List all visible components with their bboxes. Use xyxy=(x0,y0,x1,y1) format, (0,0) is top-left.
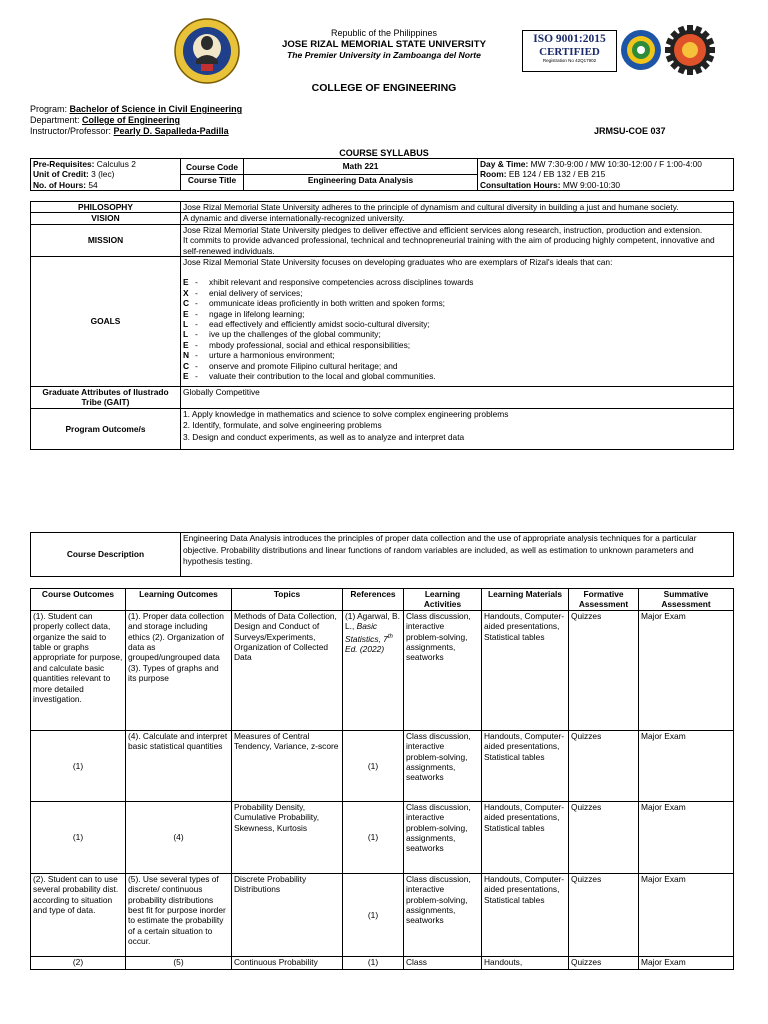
summative-cell: Major Exam xyxy=(639,873,734,956)
course-outcome-cell: (1) xyxy=(31,801,126,873)
course-title-value: Engineering Data Analysis xyxy=(244,175,478,191)
department-label: Department: xyxy=(30,115,80,125)
daytime-value: MW 7:30-9:00 / MW 10:30-12:00 / F 1:00-4:00 xyxy=(530,159,702,169)
reference-cell: (1) xyxy=(343,873,404,956)
course-outcome-cell: (2). Student can to use several probability dist. according to situation and type of data. xyxy=(31,873,126,956)
reference-cell: (1) Agarwal, B. L., Basic Statistics, 7th Ed. (2022) xyxy=(343,610,404,730)
topic-cell: Continuous Probability xyxy=(232,956,343,969)
material-cell: Handouts, Computer-aided presentations, Statistical tables xyxy=(482,801,569,873)
header-formative-assessment: Formative Assessment xyxy=(569,589,639,611)
consult-value: MW 9:00-10:30 xyxy=(562,179,621,190)
room-value: EB 124 / EB 132 / EB 215 xyxy=(508,169,606,180)
gait-label: Graduate Attributes of Ilustrado Tribe (GAIT) xyxy=(31,387,181,409)
course-code-value: Math 221 xyxy=(244,159,478,175)
summative-cell: Major Exam xyxy=(639,956,734,969)
goal-item: E - valuate their contribution to the local and global communities. xyxy=(183,371,436,382)
outcomes-table xyxy=(30,588,734,970)
table-row xyxy=(31,610,734,730)
material-cell: Handouts, Computer-aided presentations, Statistical tables xyxy=(482,873,569,956)
activity-cell: Class discussion, interactive problem-solving, assignments, seatworks xyxy=(404,873,482,956)
philosophy-text: Jose Rizal Memorial State University adheres to the principle of dynamism and cultural diversity in building a just and humane society. xyxy=(181,202,734,213)
header-learning-materials: Learning Materials xyxy=(482,589,569,611)
activity-cell: Class xyxy=(404,956,482,969)
topic-cell: Measures of Central Tendency, Variance, z-score xyxy=(232,730,343,801)
vmg-table xyxy=(30,201,734,450)
university-tagline: The Premier University in Zamboanga del Norte xyxy=(287,50,481,60)
gait-text: Globally Competitive xyxy=(181,387,734,409)
goal-item: L - ive up the challenges of the global community; xyxy=(183,329,381,340)
iso-registration: Registration No 42Q17902 xyxy=(542,58,597,63)
course-outcome-cell: (2) xyxy=(31,956,126,969)
header-course-outcomes: Course Outcomes xyxy=(31,589,126,611)
program-label: Program: xyxy=(30,104,68,114)
learning-outcome-cell: (4). Calculate and interpret basic statistical quantities xyxy=(126,730,232,801)
department-value: College of Engineering xyxy=(82,115,181,125)
formative-cell: Quizzes xyxy=(569,956,639,969)
formative-cell: Quizzes xyxy=(569,730,639,801)
department-line xyxy=(30,115,430,126)
goals-list xyxy=(183,277,731,381)
material-cell: Handouts, xyxy=(482,956,569,969)
course-info-table xyxy=(30,158,734,191)
summative-cell: Major Exam xyxy=(639,801,734,873)
mission-paragraph-2: It commits to provide advanced professional, technical and technopreneurial training with the aim of producing highly competent, innovative and self-renewed individuals. xyxy=(183,235,715,256)
goal-item: C - ommunicate ideas proficiently in both written and spoken forms; xyxy=(183,298,446,309)
iso-title: ISO 9001:2015 xyxy=(533,33,606,45)
reference-cell: (1) xyxy=(343,956,404,969)
goals-intro: Jose Rizal Memorial State University focuses on developing graduates who are exemplars of Rizal's ideals that can: xyxy=(183,257,613,268)
course-syllabus-title: COURSE SYLLABUS xyxy=(339,148,429,158)
outcomes-header-row xyxy=(31,589,734,611)
program-outcomes-list xyxy=(181,408,734,449)
formative-cell: Quizzes xyxy=(569,801,639,873)
header-learning-activities: Learning Activities xyxy=(404,589,482,611)
instructor-value: Pearly D. Sapalleda-Padilla xyxy=(113,126,229,136)
philosophy-label: PHILOSOPHY xyxy=(31,202,181,213)
university-name: JOSE RIZAL MEMORIAL STATE UNIVERSITY xyxy=(282,39,486,50)
program-outcome-item: 3. Design and conduct experiments, as well as to analyze and interpret data xyxy=(183,431,465,442)
program-outcome-item: 1. Apply knowledge in mathematics and science to solve complex engineering problems xyxy=(183,408,509,419)
mission-label: MISSION xyxy=(31,224,181,256)
course-basic-info: Pre-Requisites: Calculus 2 Unit of Credit: 3 (lec) No. of Hours: 54 xyxy=(31,159,181,191)
header-topics: Topics xyxy=(232,589,343,611)
formative-cell: Quizzes xyxy=(569,610,639,730)
activity-cell: Class discussion, interactive problem-solving, assignments, seatworks xyxy=(404,730,482,801)
vision-text: A dynamic and diverse internationally-recognized university. xyxy=(181,213,734,224)
vision-label: VISION xyxy=(31,213,181,224)
certification-logo xyxy=(620,29,662,71)
mission-paragraph-1: Jose Rizal Memorial State University pledges to deliver effective and efficient services along research, instruction, production and extension. xyxy=(183,224,703,235)
material-cell: Handouts, Computer-aided presentations, Statistical tables xyxy=(482,730,569,801)
goal-item: E - ngage in lifelong learning; xyxy=(183,308,305,319)
header-learning-outcomes: Learning Outcomes xyxy=(126,589,232,611)
prereq-value: Calculus 2 xyxy=(96,159,136,169)
goal-item: L - ead effectively and efficiently amidst socio-cultural diversity; xyxy=(183,319,430,330)
learning-outcome-cell: (5). Use several types of discrete/ continuous probability distributions best fit for purpose inorder to estimate the probability of a certain situation to occur. xyxy=(126,873,232,956)
document-code: JRMSU-COE 037 xyxy=(594,126,666,136)
goals-text xyxy=(181,257,734,387)
program-outcomes-label: Program Outcome/s xyxy=(31,408,181,449)
course-description-label: Course Description xyxy=(31,533,181,577)
iso-certification-badge xyxy=(522,30,617,72)
reference-cell: (1) xyxy=(343,730,404,801)
summative-cell: Major Exam xyxy=(639,730,734,801)
activity-cell: Class discussion, interactive problem-solving, assignments, seatworks xyxy=(404,801,482,873)
goal-item: X - enial delivery of services; xyxy=(183,287,303,298)
learning-outcome-cell: (1). Proper data collection and storage including ethics (2). Organization of data as grouped/ungrouped data (3). Types of graphs and its purpose xyxy=(126,610,232,730)
material-cell: Handouts, Computer-aided presentations, Statistical tables xyxy=(482,610,569,730)
goal-item: E - mbody professional, social and ethical responsibilities; xyxy=(183,339,411,350)
goal-item: C - onserve and promote Filipino cultural heritage; and xyxy=(183,360,398,371)
activity-cell: Class discussion, interactive problem-solving, assignments, seatworks xyxy=(404,610,482,730)
program-outcome-item: 2. Identify, formulate, and solve engineering problems xyxy=(183,420,382,431)
course-code-label: Course Code xyxy=(181,159,244,175)
header-summative-assessment: Summative Assessment xyxy=(639,589,734,611)
program-value: Bachelor of Science in Civil Engineering xyxy=(69,104,243,114)
schedule-info: Day & Time: MW 7:30-9:00 / MW 10:30-12:00 / F 1:00-4:00 Room: EB 124 / EB 132 / EB 215 Consultation Hours: MW 9:00-10:30 xyxy=(478,159,734,191)
instructor-line xyxy=(30,126,430,137)
course-title-label: Course Title xyxy=(181,175,244,191)
credit-value: 3 (lec) xyxy=(91,169,115,180)
table-row xyxy=(31,801,734,873)
table-row xyxy=(31,873,734,956)
header-references: References xyxy=(343,589,404,611)
course-outcome-cell: (1) xyxy=(31,730,126,801)
republic-line: Republic of the Philippines xyxy=(330,28,438,38)
mission-text xyxy=(181,224,734,256)
hours-value: 54 xyxy=(88,179,98,190)
learning-outcome-cell: (5) xyxy=(126,956,232,969)
instructor-label: Instructor/Professor: xyxy=(30,126,112,136)
course-description-text: Engineering Data Analysis introduces the principles of proper data collection and the use of appropriate analysis techniques for a particular objective. Probability distributions and linear functions of random variables are included, as well as estimation to unknown parameters and hypothesis testing. xyxy=(181,533,734,577)
summative-cell: Major Exam xyxy=(639,610,734,730)
formative-cell: Quizzes xyxy=(569,873,639,956)
reference-cell: (1) xyxy=(343,801,404,873)
goal-item: E - xhibit relevant and responsive competencies across disciplines towards xyxy=(183,277,474,288)
goals-label: GOALS xyxy=(31,257,181,387)
engineering-gear-logo xyxy=(664,24,716,76)
topic-cell: Methods of Data Collection, Design and Conduct of Surveys/Experiments, Organization of Collected Data xyxy=(232,610,343,730)
iso-certified: CERTIFIED xyxy=(539,46,600,58)
course-outcome-cell: (1). Student can properly collect data, organize the said to table or graphs appropriate for purpose, and calculate basic quantities relevant to more detailed investigation. xyxy=(31,610,126,730)
topic-cell: Discrete Probability Distributions xyxy=(232,873,343,956)
program-line xyxy=(30,104,430,115)
course-description-table xyxy=(30,532,734,577)
table-row xyxy=(31,956,734,969)
table-row xyxy=(31,730,734,801)
goal-item: N - urture a harmonious environment; xyxy=(183,350,335,361)
college-title: COLLEGE OF ENGINEERING xyxy=(311,82,457,94)
learning-outcome-cell: (4) xyxy=(126,801,232,873)
topic-cell: Probability Density, Cumulative Probability, Skewness, Kurtosis xyxy=(232,801,343,873)
